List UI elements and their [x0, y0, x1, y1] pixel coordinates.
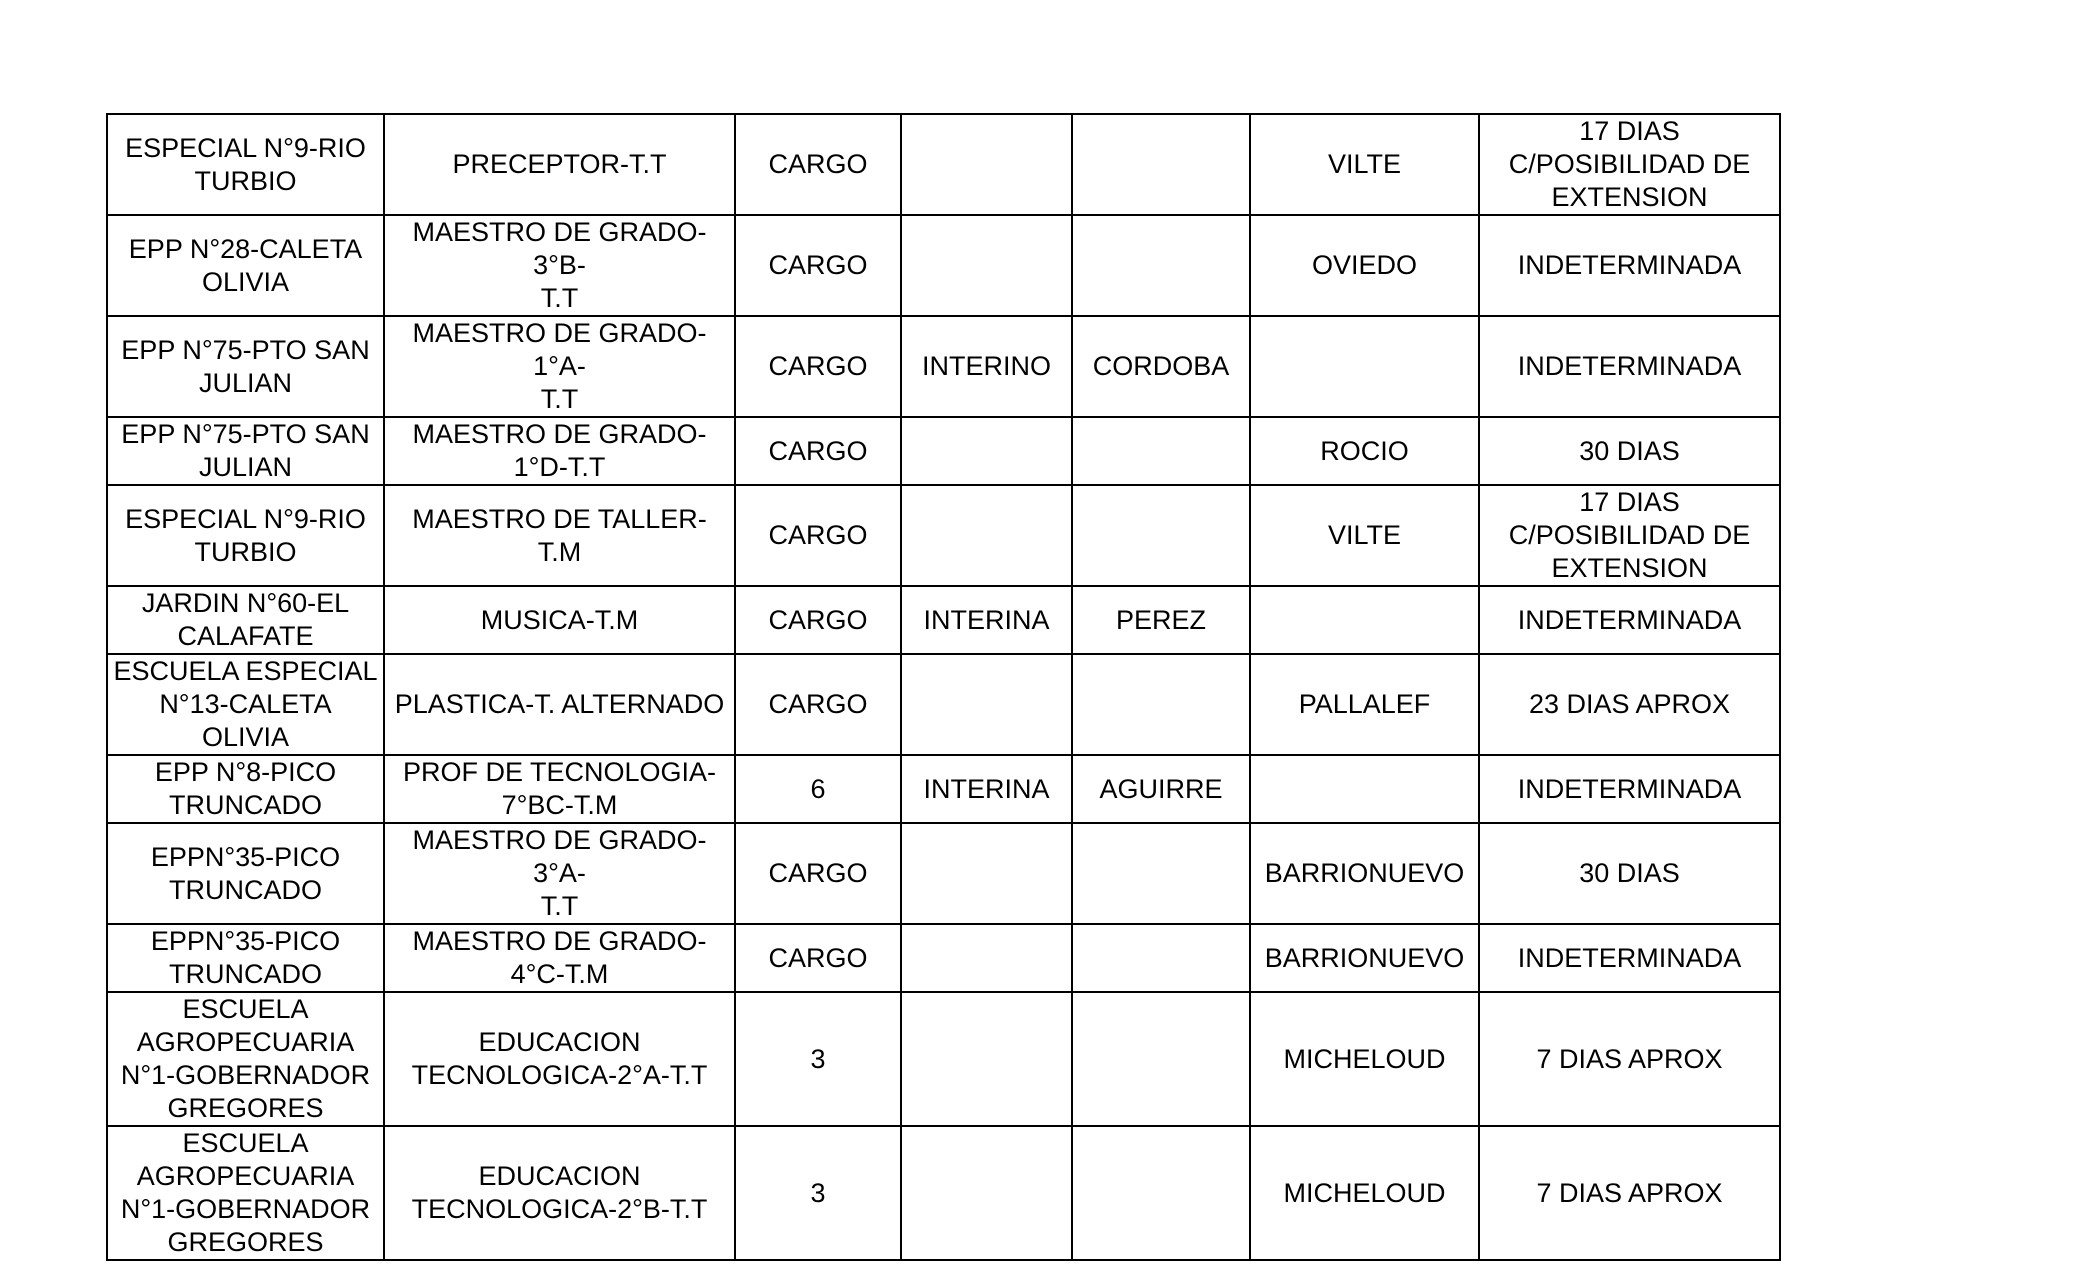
replaced-cell: ROCIO — [1250, 417, 1479, 485]
table-row — [107, 1126, 1780, 1260]
holder-cell — [1072, 992, 1250, 1126]
table-row — [107, 485, 1780, 586]
duration-cell: INDETERMINADA — [1479, 215, 1780, 316]
holder-cell — [1072, 485, 1250, 586]
position-cell: EDUCACION TECNOLOGICA-2°A-T.T — [384, 992, 735, 1126]
table-row — [107, 924, 1780, 992]
replaced-cell: BARRIONUEVO — [1250, 823, 1479, 924]
holder-cell: PEREZ — [1072, 586, 1250, 654]
hours-cell: 3 — [735, 1126, 901, 1260]
hours-cell: CARGO — [735, 586, 901, 654]
replaced-cell: MICHELOUD — [1250, 1126, 1479, 1260]
duration-cell: 23 DIAS APROX — [1479, 654, 1780, 755]
replaced-cell — [1250, 586, 1479, 654]
holder-cell — [1072, 114, 1250, 215]
school-cell: EPP N°75-PTO SAN JULIAN — [107, 316, 384, 417]
position-cell: MAESTRO DE GRADO-3°A- T.T — [384, 823, 735, 924]
table-row — [107, 755, 1780, 823]
position-cell: MAESTRO DE TALLER- T.M — [384, 485, 735, 586]
position-cell: PLASTICA-T. ALTERNADO — [384, 654, 735, 755]
table-row — [107, 316, 1780, 417]
hours-cell: CARGO — [735, 215, 901, 316]
duration-cell: INDETERMINADA — [1479, 586, 1780, 654]
vacancy-table — [106, 113, 1781, 1261]
position-cell: MUSICA-T.M — [384, 586, 735, 654]
hours-cell: 3 — [735, 992, 901, 1126]
duration-cell: INDETERMINADA — [1479, 755, 1780, 823]
replaced-cell: VILTE — [1250, 485, 1479, 586]
school-cell: EPP N°28-CALETA OLIVIA — [107, 215, 384, 316]
replaced-cell: BARRIONUEVO — [1250, 924, 1479, 992]
position-cell: MAESTRO DE GRADO-3°B- T.T — [384, 215, 735, 316]
status-cell: INTERINO — [901, 316, 1072, 417]
hours-cell: CARGO — [735, 316, 901, 417]
table-row — [107, 654, 1780, 755]
replaced-cell: OVIEDO — [1250, 215, 1479, 316]
table-row — [107, 215, 1780, 316]
status-cell — [901, 823, 1072, 924]
duration-cell: INDETERMINADA — [1479, 924, 1780, 992]
holder-cell — [1072, 654, 1250, 755]
school-cell: EPP N°8-PICO TRUNCADO — [107, 755, 384, 823]
holder-cell — [1072, 417, 1250, 485]
school-cell: ESPECIAL N°9-RIO TURBIO — [107, 114, 384, 215]
hours-cell: CARGO — [735, 114, 901, 215]
duration-cell: 30 DIAS — [1479, 417, 1780, 485]
duration-cell: 17 DIAS C/POSIBILIDAD DE EXTENSION — [1479, 485, 1780, 586]
position-cell: PRECEPTOR-T.T — [384, 114, 735, 215]
school-cell: ESPECIAL N°9-RIO TURBIO — [107, 485, 384, 586]
status-cell — [901, 992, 1072, 1126]
position-cell: PROF DE TECNOLOGIA- 7°BC-T.M — [384, 755, 735, 823]
position-cell: MAESTRO DE GRADO- 4°C-T.M — [384, 924, 735, 992]
school-cell: JARDIN N°60-EL CALAFATE — [107, 586, 384, 654]
status-cell — [901, 654, 1072, 755]
position-cell: MAESTRO DE GRADO- 1°D-T.T — [384, 417, 735, 485]
hours-cell: CARGO — [735, 823, 901, 924]
holder-cell — [1072, 823, 1250, 924]
duration-cell: INDETERMINADA — [1479, 316, 1780, 417]
duration-cell: 17 DIAS C/POSIBILIDAD DE EXTENSION — [1479, 114, 1780, 215]
replaced-cell: PALLALEF — [1250, 654, 1479, 755]
table-row — [107, 992, 1780, 1126]
replaced-cell — [1250, 755, 1479, 823]
table-row — [107, 586, 1780, 654]
status-cell: INTERINA — [901, 755, 1072, 823]
table-row — [107, 114, 1780, 215]
replaced-cell: MICHELOUD — [1250, 992, 1479, 1126]
table-row — [107, 417, 1780, 485]
status-cell — [901, 1126, 1072, 1260]
holder-cell — [1072, 1126, 1250, 1260]
status-cell — [901, 417, 1072, 485]
position-cell: MAESTRO DE GRADO-1°A- T.T — [384, 316, 735, 417]
hours-cell: CARGO — [735, 654, 901, 755]
duration-cell: 7 DIAS APROX — [1479, 1126, 1780, 1260]
status-cell — [901, 924, 1072, 992]
hours-cell: CARGO — [735, 924, 901, 992]
school-cell: EPP N°75-PTO SAN JULIAN — [107, 417, 384, 485]
school-cell: ESCUELA AGROPECUARIA N°1-GOBERNADOR GREGORES — [107, 992, 384, 1126]
status-cell — [901, 215, 1072, 316]
hours-cell: 6 — [735, 755, 901, 823]
duration-cell: 7 DIAS APROX — [1479, 992, 1780, 1126]
holder-cell — [1072, 215, 1250, 316]
duration-cell: 30 DIAS — [1479, 823, 1780, 924]
hours-cell: CARGO — [735, 485, 901, 586]
hours-cell: CARGO — [735, 417, 901, 485]
school-cell: ESCUELA AGROPECUARIA N°1-GOBERNADOR GREGORES — [107, 1126, 384, 1260]
status-cell: INTERINA — [901, 586, 1072, 654]
holder-cell: CORDOBA — [1072, 316, 1250, 417]
status-cell — [901, 114, 1072, 215]
holder-cell — [1072, 924, 1250, 992]
table-row — [107, 823, 1780, 924]
status-cell — [901, 485, 1072, 586]
replaced-cell — [1250, 316, 1479, 417]
holder-cell: AGUIRRE — [1072, 755, 1250, 823]
school-cell: EPPN°35-PICO TRUNCADO — [107, 924, 384, 992]
school-cell: EPPN°35-PICO TRUNCADO — [107, 823, 384, 924]
school-cell: ESCUELA ESPECIAL N°13-CALETA OLIVIA — [107, 654, 384, 755]
replaced-cell: VILTE — [1250, 114, 1479, 215]
position-cell: EDUCACION TECNOLOGICA-2°B-T.T — [384, 1126, 735, 1260]
